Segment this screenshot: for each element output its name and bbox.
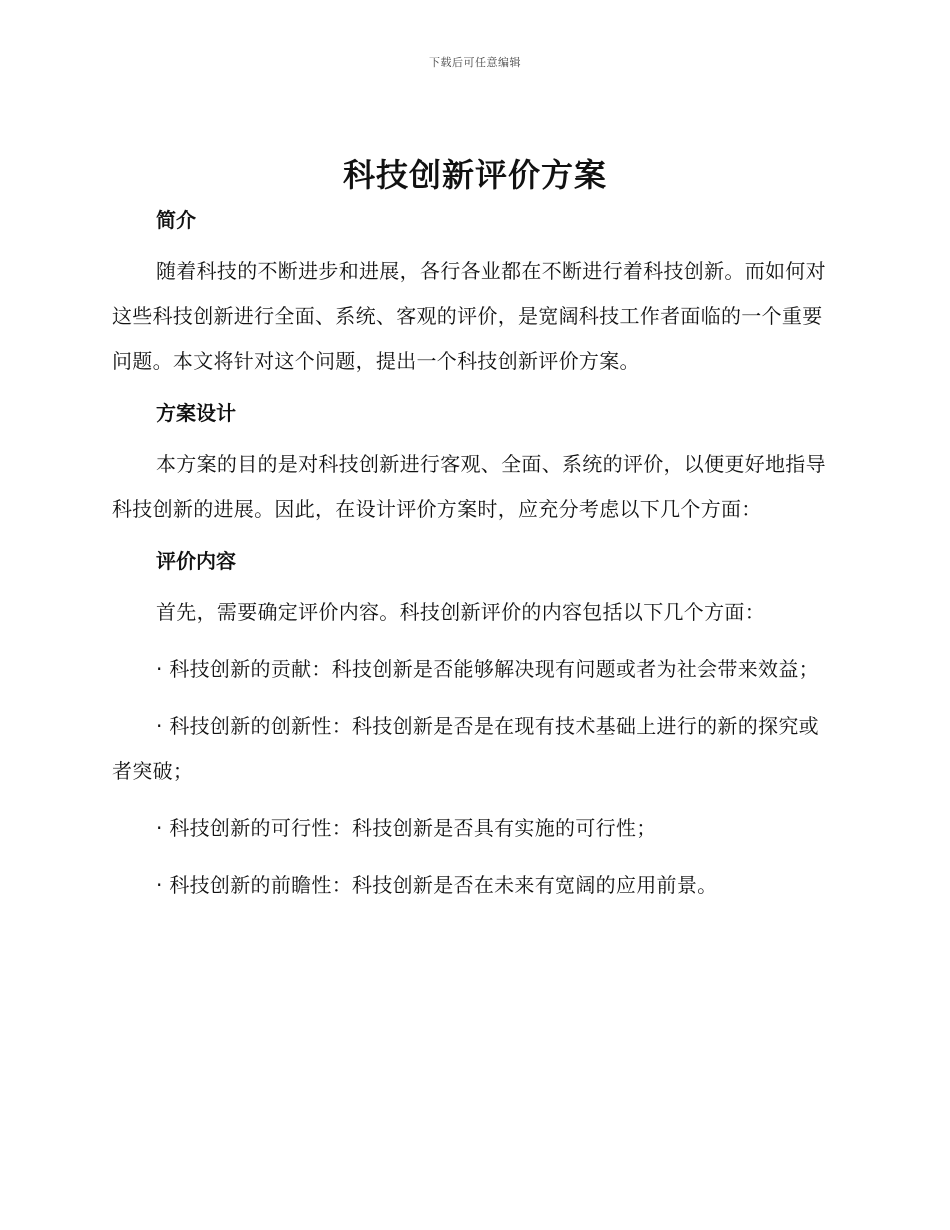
section-heading-design: 方案设计 [156, 401, 236, 425]
list-item-feasibility: · 科技创新的可行性：科技创新是否具有实施的可行性； [156, 816, 657, 840]
section-heading-content: 评价内容 [156, 549, 236, 573]
list-item-prospect: · 科技创新的前瞻性：科技创新是否在未来有宽阔的应用前景。 [156, 873, 718, 897]
list-item-contribution: · 科技创新的贡献：科技创新是否能够解决现有问题或者为社会带来效益； [156, 657, 819, 681]
content-paragraph: 首先，需要确定评价内容。科技创新评价的内容包括以下几个方面： [156, 600, 765, 624]
design-paragraph: 本方案的目的是对科技创新进行客观、全面、系统的评价，以便更好地指导科技创新的进展。因此，在设计评价方案时，应充分考虑以下几个方面： [112, 452, 826, 521]
intro-paragraph: 随着科技的不断进步和进展，各行各业都在不断进行着科技创新。而如何对这些科技创新进行全面、系统、客观的评价，是宽阔科技工作者面临的一个重要问题。本文将针对这个问题，提出一个科技创新评价方案。 [112, 259, 826, 373]
list-item-innovation: · 科技创新的创新性：科技创新是否是在现有技术基础上进行的新的探究或者突破； [112, 714, 819, 783]
document-title: 科技创新评价方案 [342, 156, 607, 194]
document-body [112, 203, 834, 908]
section-heading-intro: 简介 [156, 208, 196, 232]
page-header-note: 下载后可任意编辑 [429, 56, 521, 69]
